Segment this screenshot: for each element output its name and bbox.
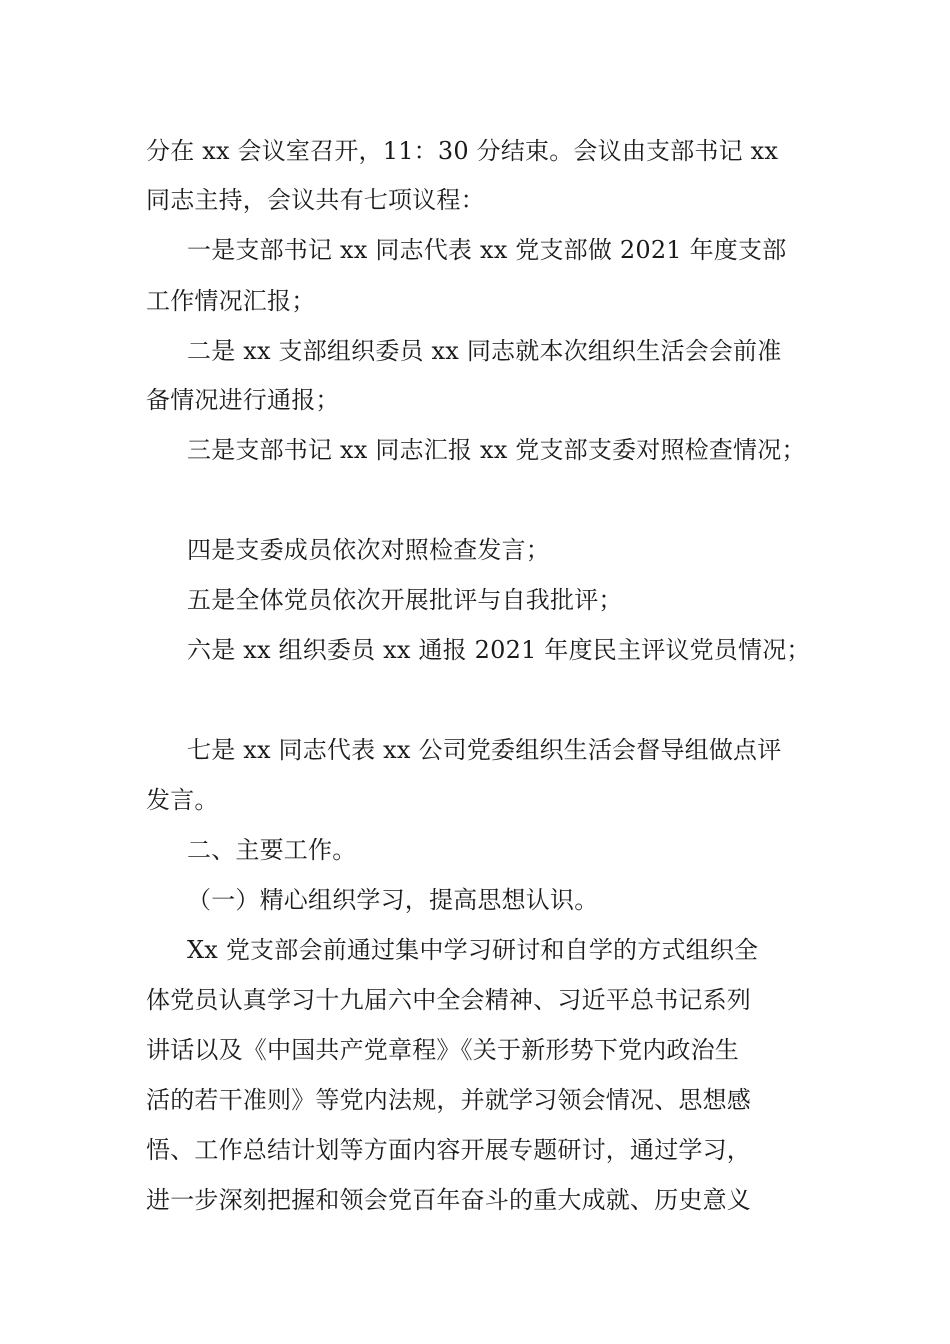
body-text-line: 发言。 (146, 786, 219, 814)
body-text-line: 讲话以及《中国共产党章程》《关于新形势下党内政治生 (146, 1036, 739, 1064)
body-text-line: 同志主持，会议共有七项议程： (146, 186, 485, 214)
body-text-line: 悟、工作总结计划等方面内容开展专题研讨，通过学习， (146, 1136, 751, 1164)
agenda-item-3: 三是支部书记 xx 同志汇报 xx 党支部支委对照检查情况； (187, 436, 806, 464)
agenda-item-2: 二是 xx 支部组织委员 xx 同志就本次组织生活会会前准 (187, 337, 782, 365)
body-text-line: 体党员认真学习十九届六中全会精神、习近平总书记系列 (146, 986, 751, 1014)
subsection-heading: （一）精心组织学习，提高思想认识。 (187, 886, 599, 914)
body-text-line: 工作情况汇报； (146, 287, 316, 315)
section-heading: 二、主要工作。 (187, 836, 357, 864)
body-text-line: 分在 xx 会议室召开，11：30 分结束。会议由支部书记 xx (146, 137, 779, 165)
agenda-item-1: 一是支部书记 xx 同志代表 xx 党支部做 2021 年度支部 (187, 236, 787, 264)
agenda-item-5: 五是全体党员依次开展批评与自我批评； (187, 586, 623, 614)
agenda-item-6: 六是 xx 组织委员 xx 通报 2021 年度民主评议党员情况； (187, 636, 811, 664)
body-text-line: Xx 党支部会前通过集中学习研讨和自学的方式组织全 (187, 936, 759, 964)
agenda-item-7: 七是 xx 同志代表 xx 公司党委组织生活会督导组做点评 (187, 736, 782, 764)
body-text-line: 进一步深刻把握和领会党百年奋斗的重大成就、历史意义 (146, 1186, 751, 1214)
agenda-item-4: 四是支委成员依次对照检查发言； (187, 536, 550, 564)
body-text-line: 活的若干准则》等党内法规，并就学习领会情况、思想感 (146, 1086, 751, 1114)
body-text-line: 备情况进行通报； (146, 386, 340, 414)
